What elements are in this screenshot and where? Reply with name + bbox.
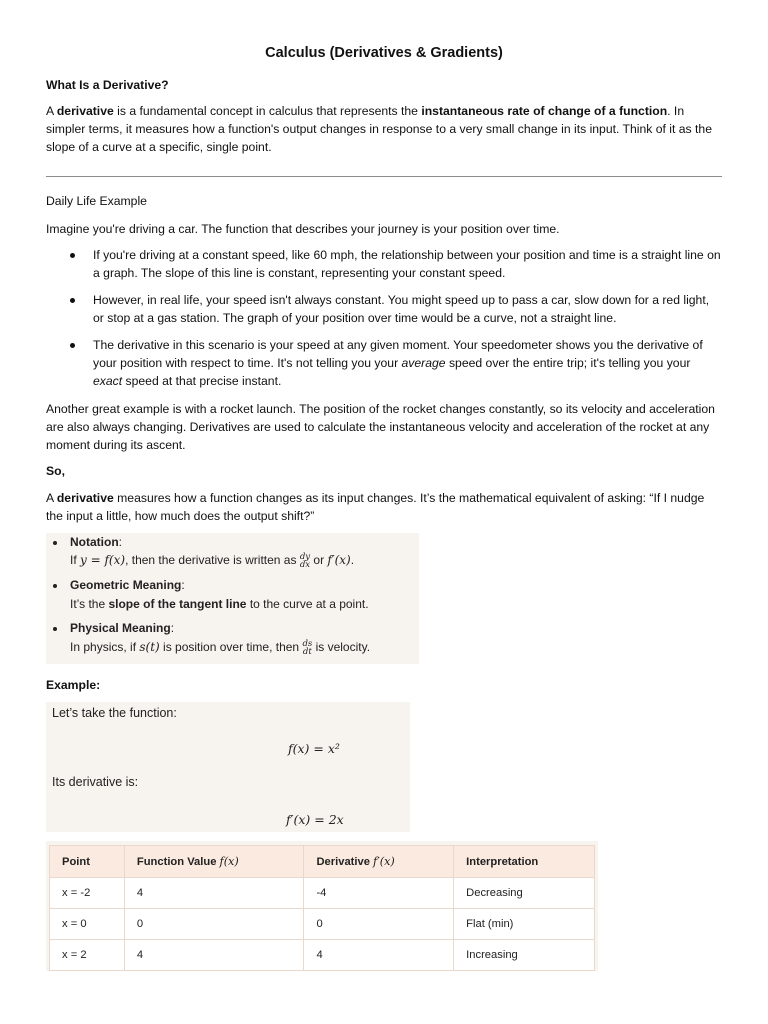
derivative-formula: f′(x) = 2x <box>286 812 344 827</box>
bullet-icon <box>53 584 57 588</box>
bullet-icon <box>70 253 75 258</box>
derivative-table <box>49 845 595 971</box>
bullet-icon <box>53 627 57 631</box>
rocket-paragraph: Another great example is with a rocket launch. The position of the rocket changes constantly, so its velocity and acceleration are also always changing. Derivatives are used to calculate the instantaneous velocity and acceleration of the rocket at any moment during its ascent. <box>46 402 715 452</box>
notation-text: If y = f(x), then the derivative is written as dy dx or f′(x). <box>70 551 355 570</box>
driving-intro: Imagine you're driving a car. The function that describes your journey is your position over time. <box>46 222 560 236</box>
section-heading-derivative: What Is a Derivative? <box>46 78 169 92</box>
notation-box <box>46 533 419 664</box>
list-item: The derivative in this scenario is your speed at any given moment. Your speedometer shows you the derivative of your position with respect to time. It's not telling you your average speed over the entire trip; it's telling you your exact speed at that precise instant. <box>46 336 722 390</box>
geometric-text: It’s the slope of the tangent line to the curve at a point. <box>70 597 369 611</box>
cell-interpretation: Decreasing <box>454 878 595 909</box>
cell-value: 4 <box>124 878 304 909</box>
physical-label-line: Physical Meaning: <box>70 621 175 635</box>
so-label: So, <box>46 464 65 478</box>
function-formula: f(x) = x² <box>288 741 340 756</box>
section-divider <box>46 176 722 177</box>
bullet-icon <box>53 541 57 545</box>
column-header-interpretation: Interpretation <box>454 846 595 878</box>
geometric-label-line: Geometric Meaning: <box>70 578 185 592</box>
cell-value: 0 <box>124 909 304 940</box>
column-header-derivative: Derivative f′(x) <box>304 846 454 878</box>
cell-derivative: 0 <box>304 909 454 940</box>
column-header-point: Point <box>50 846 125 878</box>
cell-derivative: 4 <box>304 940 454 971</box>
intro-paragraph: A derivative is a fundamental concept in calculus that represents the instantaneous rate of change of a function. In simpler terms, it measures how a function's output changes in response to a very small change in its input. Think of it as the slope of a curve at a specific, single point. <box>46 104 712 154</box>
derivative-table-container <box>46 841 598 971</box>
cell-value: 4 <box>124 940 304 971</box>
daily-life-heading: Daily Life Example <box>46 194 147 208</box>
cell-point: x = -2 <box>50 878 125 909</box>
table-row <box>50 909 595 940</box>
ds-dt-fraction: ds dt <box>302 638 313 657</box>
list-item: If you're driving at a constant speed, like 60 mph, the relationship between your position and time is a straight line on a graph. The slope of this line is constant, representing your constant speed. <box>46 246 722 282</box>
bullet-icon <box>70 343 75 348</box>
dy-dx-fraction: dy dx <box>299 551 311 570</box>
cell-point: x = 2 <box>50 940 125 971</box>
cell-interpretation: Increasing <box>454 940 595 971</box>
bullet-icon <box>70 298 75 303</box>
example-heading: Example: <box>46 678 101 692</box>
document-title: Calculus (Derivatives & Gradients) <box>265 45 503 61</box>
cell-derivative: -4 <box>304 878 454 909</box>
cell-point: x = 0 <box>50 909 125 940</box>
notation-label-line: Notation: <box>70 535 122 549</box>
derivative-intro: Its derivative is: <box>52 775 139 789</box>
example-intro: Let’s take the function: <box>52 706 177 720</box>
table-header-row <box>50 846 595 878</box>
list-item: However, in real life, your speed isn't always constant. You might speed up to pass a car, slow down for a red light, or stop at a gas station. The graph of your position over time would be a curve, not a straight line. <box>46 291 722 327</box>
example-box <box>46 702 410 832</box>
column-header-function-value: Function Value f(x) <box>124 846 304 878</box>
table-row <box>50 878 595 909</box>
cell-interpretation: Flat (min) <box>454 909 595 940</box>
summary-paragraph: A derivative measures how a function changes as its input changes. It’s the mathematical equivalent of asking: “If I nudge the input a little, how much does the output shift?” <box>46 491 705 523</box>
physical-text: In physics, if s(t) is position over time, then ds dt is velocity. <box>70 638 371 657</box>
driving-bullet-list <box>46 246 722 399</box>
table-row <box>50 940 595 971</box>
